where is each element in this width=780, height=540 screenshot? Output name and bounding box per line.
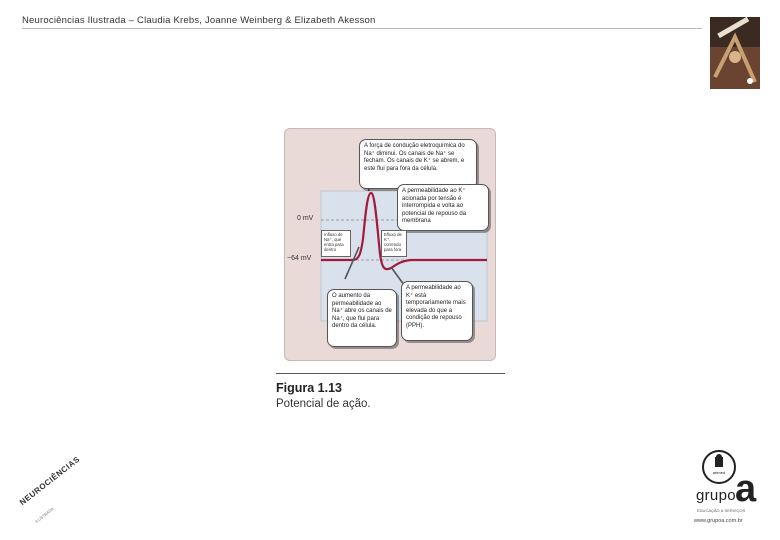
callout-potassium-interrupted: A permeabilidade ao K⁺ acionada por tensão é interrompida e volta ao potencial de repouso da membrana — [397, 184, 489, 231]
page-header: Neurociências Ilustrada – Claudia Krebs, Joanne Weinberg & Elizabeth Akesson — [22, 15, 376, 26]
book-cover-thumbnail — [710, 17, 760, 89]
caption-rule — [276, 373, 505, 374]
series-watermark-sub: ILUSTRADA — [34, 506, 55, 524]
callout-sodium-permeability: O aumento da permeabilidade ao Na⁺ abre os canais de Na⁺, que flui para dentro da célula. — [327, 289, 397, 347]
potassium-efflux-note: Efluxo de K⁺, correndo para fora — [381, 230, 407, 257]
callout-sodium-decrease: A força de condução eletroquímica do Na⁺ diminui. Os canais de Na⁺ se fecham. Os canais de K⁺ se abrem, e este flui para fora da célula. — [359, 139, 477, 189]
series-watermark: NEUROCIÊNCIAS — [18, 454, 82, 508]
zero-mv-label: 0 mV — [297, 215, 314, 222]
grupo-logo-text: grupo — [696, 487, 736, 504]
minus-64mv-label: −64 mV — [287, 255, 312, 262]
action-potential-figure — [284, 128, 496, 361]
figure-caption: Potencial de ação. — [276, 398, 371, 410]
seal-text: artmed — [712, 470, 726, 475]
artmed-seal-logo — [702, 450, 736, 484]
figure-number: Figura 1.13 — [276, 381, 342, 395]
header-divider — [22, 28, 702, 29]
sodium-influx-note: Influxo de Na⁺, que entra para dentro — [321, 230, 351, 257]
publisher-tagline: EDUCAÇÃO & SERVIÇOS — [697, 508, 746, 513]
grupo-a-logo-letter: a — [735, 468, 757, 510]
publisher-url-link[interactable]: www.grupoa.com.br — [694, 518, 743, 524]
callout-potassium-elevated: A permeabilidade ao K⁺ está temporariamente mais elevada do que a condição de repouso (PPH). — [401, 281, 473, 341]
